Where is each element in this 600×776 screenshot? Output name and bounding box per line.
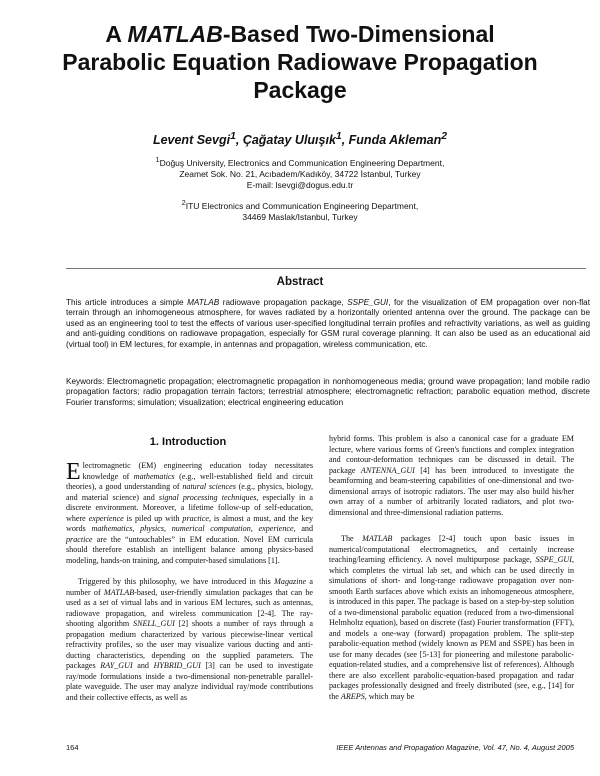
author-2: Çağatay Uluışık — [242, 133, 336, 148]
paragraph: Triggered by this philosophy, we have introduced in this Magazine a number of MATLAB-based, user-friendly simulation packages that can be used as a set of virtual labs and in various EM lectures, such as antennas, radiowave propagation, and wireless communication [2-4]. The ray-shooting algorithm SNELL_GUI [2] shoots a number of rays through a propagation medium characterized by various piecewise-linear vertical refractivity profiles, so the user may visualize various ducting and anti-ducting characteristics, depending on the supplied parameters. The packages RAY_GUI and HYBRID_GUI [3] can be used to investigate ray/mode formulations inside a two-dimensional non-penetrable parallel-plate waveguide. The user may analyze individual ray/mode contributions and their collective effects, as well as — [66, 577, 313, 702]
abstract-heading: Abstract — [276, 276, 324, 288]
author-3: Funda Akleman — [348, 133, 442, 148]
journal-footer: IEEE Antennas and Propagation Magazine, Vol. 47, No. 4, August 2005 — [336, 743, 574, 752]
paragraph: hybrid forms. This problem is also a canonical case for a graduate EM lecture, where various forms of Green's functions and complex integration and contour-deformation techniques can be discussed in detail. The package ANTENNA_GUI [4] has been introduced to investigate the beamforming and beam-steering capabilities of one-dimensional and two-dimensional arrays of isotropic radiators. The user may also build his/her own array of a number of arbitrarily located radiators, and plot two-dimensional and three-dimensional radiation patterns. — [329, 434, 574, 517]
author-1: Levent Sevgi — [152, 133, 231, 148]
affiliation-2: $^2$ITU Electronics and Communication Engineering Department, 34469 Maslak/Istanbul, Turkey — [181, 199, 419, 222]
paper-title: A MATLAB-Based Two-Dimensional Parabolic Equation Radiowave Propagation Package — [62, 21, 538, 103]
paragraph: The MATLAB packages [2-4] touch upon basic issues in numerical/computational electromagnetics, and certainly increase teaching/learning efficiency. A novel multipurpose package, SSPE_GUI, which completes the virtual lab set, and which can be used directly in simulations of short- and long-range radiowave propagation over non-smooth Earth surfaces above which exists an inhomogeneous atmosphere, is introduced in this paper. The package is based on a step-by-step solution of a two-dimensional parabolic equation (reduced from a two-dimensional Helmholtz equation), based on discrete (fast) Fourier transformation (FFT), and models a one-way (forward) propagation problem. The split-step parabolic-equation method (widely known as PEM and SSPE) has been in use for many decades (see [5-13] for pioneering and milestone parabolic-equation-related studies, and a comprehensive list of references). Although there are also excellent parabolic-equation-based propagation and radar packages professionally designed and freely distributed (see, e.g., [14] for the AREPS, which may be — [329, 534, 575, 701]
keywords: Keywords: Electromagnetic propagation; electromagnetic propagation in nonhomogeneous media; ground wave propagation; land mobile radio propagation factors; radio propagation terrain factors; terrestrial atmosphere; electromagnetic refraction; parabolic equation method, discrete Fourier transforms; simulation; visualization; electrical engineering education — [66, 377, 590, 407]
page-number: 164 — [66, 743, 79, 752]
author-list: Levent Sevgi$^1$, Çağatay Uluışık$^1$, Funda Akleman$^2$ — [152, 131, 448, 148]
right-column-text — [329, 434, 574, 702]
abstract-body: This article introduces a simple MATLAB radiowave propagation package, SSPE_GUI, for the visualization of EM propagation over non-flat terrain through an inhomogeneous atmosphere, for waves radiated by a horizontally oriented antenna over the ground. The package can be used as an engineering tool to test the effects of various user-specified longitudinal terrain profiles and refractivity variations, as well as guiding and anti-guiding conditions on radiowave propagation, especially for GSM rural coverage planning. It can also be used as an educational aid (virtual tool) in EM lectures, for example, in antennas and propagation, wireless communication, etc. — [66, 298, 590, 349]
left-column-text — [66, 461, 313, 703]
abstract-divider — [66, 268, 586, 269]
paragraph: Electromagnetic (EM) engineering education today necessitates knowledge of mathematics (e.g., well-established field and circuit theories), a good understanding of natural sciences (e.g., physics, biology, and material science) and signal processing techniques, especially in a discrete environment. Moreover, a lifetime follow-up of self-education, where experience is piled up with practice, is almost a must, and the key words mathematics, physics, numerical computation, experience, and practice are the “untouchables” in EM education. Novel EM curricula should therefore establish an intelligent balance among physics-based modeling, hands-on training, and computer-based simulations [1]. — [66, 459, 314, 565]
section-heading: 1. Introduction — [149, 436, 227, 448]
affiliation-1: $^1$Doğuş University, Electronics and Communication Engineering Department, Zeamet Sok. No. 21, Acıbadem/Kadıköy, 34722 İstanbul, Turkey E-mail: lsevgi@dogus.edu.tr — [155, 156, 445, 190]
drop-cap: E — [66, 459, 81, 485]
